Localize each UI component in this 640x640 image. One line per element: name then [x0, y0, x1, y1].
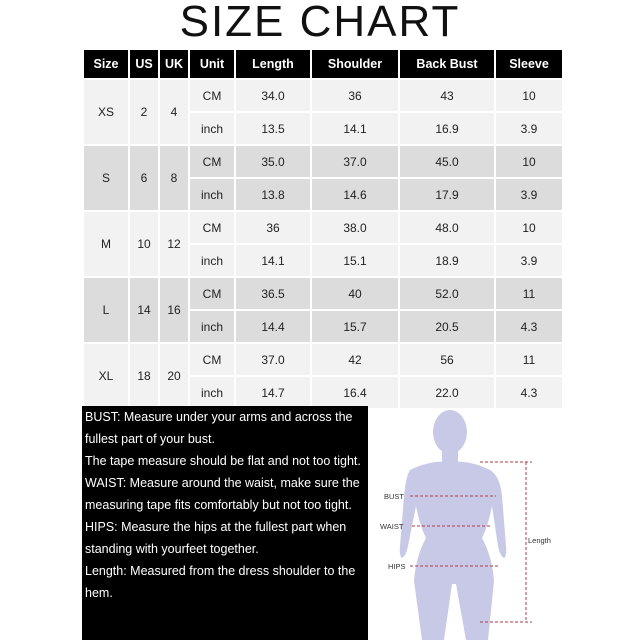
waist-label: WAIST: [380, 522, 404, 531]
uk-cell: 20: [160, 344, 188, 408]
header-sleeve: Sleeve: [496, 50, 562, 78]
us-cell: 14: [130, 278, 158, 342]
length-cell: 35.0: [236, 146, 310, 177]
waist-instruction: WAIST: Measure around the waist, make sure the measuring tape fits comfortably but not too tight.: [85, 476, 360, 512]
unit-cell: CM: [190, 146, 234, 177]
unit-cell: CM: [190, 344, 234, 375]
table-header-row: [84, 50, 562, 78]
size-cell: XL: [84, 344, 128, 408]
page-title: SIZE CHART: [179, 0, 461, 46]
sleeve-cell: 10: [496, 212, 562, 243]
back-bust-cell: 16.9: [400, 113, 494, 144]
unit-cell: inch: [190, 311, 234, 342]
length-cell: 34.0: [236, 80, 310, 111]
shoulder-cell: 14.6: [312, 179, 398, 210]
back-bust-cell: 56: [400, 344, 494, 375]
unit-cell: inch: [190, 377, 234, 408]
back-bust-cell: 17.9: [400, 179, 494, 210]
back-bust-cell: 48.0: [400, 212, 494, 243]
table-row: [84, 278, 562, 309]
uk-cell: 4: [160, 80, 188, 144]
uk-cell: 12: [160, 212, 188, 276]
length-cell: 14.4: [236, 311, 310, 342]
size-table: [82, 48, 564, 410]
length-cell: 13.8: [236, 179, 310, 210]
back-bust-cell: 43: [400, 80, 494, 111]
header-size: Size: [84, 50, 128, 78]
sleeve-cell: 11: [496, 344, 562, 375]
table-row: [84, 344, 562, 375]
header-length: Length: [236, 50, 310, 78]
header-shoulder: Shoulder: [312, 50, 398, 78]
shoulder-cell: 16.4: [312, 377, 398, 408]
size-cell: S: [84, 146, 128, 210]
header-us: US: [130, 50, 158, 78]
table-row: [84, 146, 562, 177]
back-bust-cell: 20.5: [400, 311, 494, 342]
shoulder-cell: 37.0: [312, 146, 398, 177]
sleeve-cell: 10: [496, 80, 562, 111]
length-cell: 13.5: [236, 113, 310, 144]
table-row: [84, 80, 562, 111]
sleeve-cell: 10: [496, 146, 562, 177]
us-cell: 2: [130, 80, 158, 144]
shoulder-cell: 38.0: [312, 212, 398, 243]
length-cell: 37.0: [236, 344, 310, 375]
body-measurement-figure: [370, 406, 560, 640]
tape-instruction: The tape measure should be flat and not too tight.: [85, 454, 361, 468]
bust-instruction: BUST: Measure under your arms and across the fullest part of your bust.: [85, 410, 353, 446]
shoulder-cell: 40: [312, 278, 398, 309]
length-cell: 14.1: [236, 245, 310, 276]
measurement-instructions: [82, 406, 368, 640]
table-row: [84, 212, 562, 243]
shoulder-cell: 15.7: [312, 311, 398, 342]
length-cell: 36: [236, 212, 310, 243]
sleeve-cell: 4.3: [496, 377, 562, 408]
sleeve-cell: 3.9: [496, 113, 562, 144]
size-cell: M: [84, 212, 128, 276]
unit-cell: CM: [190, 278, 234, 309]
length-instruction: Length: Measured from the dress shoulder to the hem.: [85, 564, 356, 600]
us-cell: 6: [130, 146, 158, 210]
shoulder-cell: 36: [312, 80, 398, 111]
us-cell: 10: [130, 212, 158, 276]
uk-cell: 16: [160, 278, 188, 342]
sleeve-cell: 3.9: [496, 245, 562, 276]
header-back-bust: Back Bust: [400, 50, 494, 78]
unit-cell: CM: [190, 212, 234, 243]
size-cell: XS: [84, 80, 128, 144]
header-uk: UK: [160, 50, 188, 78]
back-bust-cell: 45.0: [400, 146, 494, 177]
back-bust-cell: 22.0: [400, 377, 494, 408]
sleeve-cell: 3.9: [496, 179, 562, 210]
shoulder-cell: 14.1: [312, 113, 398, 144]
uk-cell: 8: [160, 146, 188, 210]
shoulder-cell: 15.1: [312, 245, 398, 276]
length-cell: 36.5: [236, 278, 310, 309]
length-cell: 14.7: [236, 377, 310, 408]
back-bust-cell: 18.9: [400, 245, 494, 276]
unit-cell: inch: [190, 179, 234, 210]
header-unit: Unit: [190, 50, 234, 78]
us-cell: 18: [130, 344, 158, 408]
length-label: Length: [528, 536, 551, 545]
hips-label: HIPS: [388, 562, 406, 571]
back-bust-cell: 52.0: [400, 278, 494, 309]
size-cell: L: [84, 278, 128, 342]
sleeve-cell: 4.3: [496, 311, 562, 342]
sleeve-cell: 11: [496, 278, 562, 309]
bust-label: BUST: [384, 492, 405, 501]
unit-cell: CM: [190, 80, 234, 111]
unit-cell: inch: [190, 113, 234, 144]
hips-instruction: HIPS: Measure the hips at the fullest part when standing with yourfeet together.: [85, 520, 347, 556]
shoulder-cell: 42: [312, 344, 398, 375]
unit-cell: inch: [190, 245, 234, 276]
